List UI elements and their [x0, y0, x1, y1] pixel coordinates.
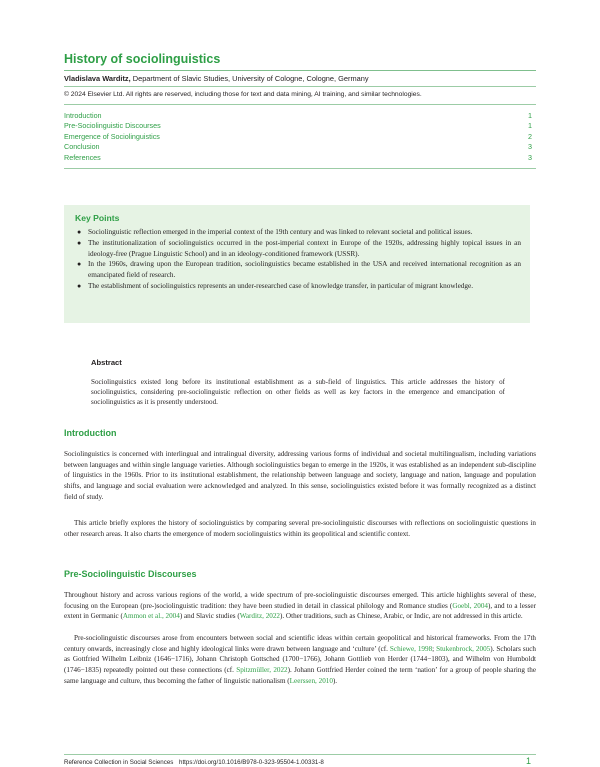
- pre-paragraph-1: [64, 590, 536, 622]
- citation-link[interactable]: Spitzmüller, 2022: [236, 666, 288, 675]
- toc-page[interactable]: 3: [528, 142, 532, 152]
- toc-page[interactable]: 3: [528, 152, 532, 162]
- bullet-icon: ●: [77, 228, 82, 236]
- pre-p2-text: ).: [332, 676, 338, 685]
- toc-page[interactable]: 1: [528, 111, 532, 120]
- article-title: History of sociolinguistics: [64, 52, 221, 66]
- footer-page-number: 1: [526, 756, 532, 766]
- toc-entry[interactable]: [64, 142, 536, 152]
- copyright-divider: [64, 104, 536, 105]
- citation-link[interactable]: Warditz, 2022: [239, 612, 280, 621]
- pre-paragraph-2: [64, 633, 536, 687]
- pre-p1-text: ), and to a lesser extent in Germanic (: [64, 601, 536, 621]
- toc-label[interactable]: Conclusion: [64, 142, 100, 152]
- intro-paragraph-2: This article briefly explores the history of sociolinguistics by comparing several pre-sociolinguistic discourses with reflections on sociolinguistic questions in other research areas. It also charts the emergence of modern sociolinguistics within its geopolitical and scientific context.: [64, 519, 536, 538]
- key-point-item: [75, 259, 521, 281]
- pre-p2-text: ). Johann Gottfried Herder coined the term ‘nation’ for a group of people sharing the same language and culture, thus becoming the father of linguistic nationalism (: [64, 666, 537, 685]
- toc-page[interactable]: 1: [528, 121, 532, 131]
- table-of-contents: [64, 111, 536, 163]
- title-divider: [64, 70, 536, 71]
- author-divider: [64, 86, 536, 87]
- key-points-box: [64, 205, 530, 323]
- key-points-list: [75, 227, 521, 292]
- abstract-text: Sociolinguistics existed long before its institutional establishment as a sub-field of linguistics. This article addresses the history of sociolinguistics, considering pre-sociolinguistic reflection on other fields as well as key factors in the emergence and emancipation of sociolinguistics as it is presently understood.: [91, 378, 505, 407]
- toc-label[interactable]: Pre-Sociolinguistic Discourses: [64, 121, 161, 131]
- pre-p2-text: ). Scholars such as Gottfried Wilhelm Leibniz (1646−1716), Johann Christoph Gottsched (1700−1766), Johann Gottlieb von Herder (1744−1803), and Wilhelm von Humboldt (1746−1835) repeatedly pointed out these connections (cf.: [64, 644, 536, 675]
- key-point-item: [75, 227, 521, 238]
- toc-entry[interactable]: [64, 111, 536, 121]
- pre-p2-text: Pre-sociolinguistic discourses arose from encounters between social and scientific ideas within certain geopolitical and historical frameworks. From the 17th century onwards, increasingly close and highly ideological links were drawn between language and ‘culture’ (cf.: [64, 634, 536, 653]
- key-point-item: [75, 281, 521, 292]
- citation-link[interactable]: Goebl, 2004: [452, 601, 488, 610]
- footer-divider: [64, 754, 536, 755]
- key-point-text: The establishment of sociolinguistics represents an under-researched case of knowledge transfer, in particular of migrant knowledge.: [88, 281, 474, 290]
- author-line: [64, 74, 369, 83]
- pre-p1-text: ) and Slavic studies (: [179, 612, 240, 621]
- copyright-notice: © 2024 Elsevier Ltd. All rights are reserved, including those for text and data mining, AI training, and similar technologies.: [64, 91, 422, 98]
- key-point-text: In the 1960s, drawing upon the European tradition, sociolinguistics became established in the USA and received international recognition as an emancipated field of research.: [88, 260, 521, 280]
- toc-label[interactable]: Introduction: [64, 111, 102, 120]
- intro-paragraph-1: Sociolinguistics is concerned with interlingual and intralingual diversity, addressing various forms of individual and societal multilingualism, including variations between languages and within single language varieties. Although sociolinguistics began to emerge in the 1920s, it was established as an independent sub-discipline of linguistics in the 1960s. Prior to its institutional establishment, the relationship between language and society, language and nation, language and population shifts, and language and social evaluation were acknowledged and analyzed. In this sense, sociolinguistics existed before it was formally recognized as a distinct field of study.: [64, 450, 536, 501]
- key-point-text: The institutionalization of sociolinguistics occurred in the post-imperial context in Europe of the 1920s, addressing highly topical issues in an ideology-free (Prague Linguistic School) and in an ideology-conditioned framework (USSR).: [88, 238, 521, 258]
- author-name: Vladislava Warditz,: [64, 74, 131, 83]
- pre-p1-text: ). Other traditions, such as Chinese, Arabic, or Indic, are not addressed in this article.: [279, 612, 523, 621]
- author-affiliation: Department of Slavic Studies, University of Cologne, Cologne, Germany: [130, 74, 369, 83]
- key-points-heading: Key Points: [75, 213, 120, 223]
- footer-journal: Reference Collection in Social Sciences: [64, 759, 174, 766]
- toc-label[interactable]: Emergence of Sociolinguistics: [64, 131, 160, 141]
- bullet-icon: ●: [77, 281, 82, 290]
- section-heading-pre-sociolinguistic: Pre-Sociolinguistic Discourses: [64, 569, 197, 579]
- citation-link[interactable]: Leerssen, 2010: [289, 676, 333, 685]
- bullet-icon: ●: [77, 260, 82, 269]
- citation-link[interactable]: Stukenbrock, 2005: [436, 644, 491, 653]
- citation-link[interactable]: Schiewe, 1998: [389, 644, 433, 653]
- toc-entry[interactable]: [64, 121, 536, 131]
- citation-link[interactable]: Ammon et al., 2004: [122, 612, 180, 621]
- key-point-item: [75, 238, 521, 260]
- abstract-heading: Abstract: [91, 358, 122, 367]
- footer-doi-link[interactable]: https://doi.org/10.1016/B978-0-323-95504-1.00331-8: [179, 759, 324, 766]
- toc-entry[interactable]: [64, 132, 536, 142]
- key-point-text: Sociolinguistic reflection emerged in the imperial context of the 19th century and was linked to relevant societal and political issues.: [88, 228, 473, 236]
- pre-p1-text: Throughout history and across various regions of the world, a wide spectrum of pre-sociolinguistic discourses emerged. This article highlights several of these, focusing on the European (pre-)sociolinguistic tradition: they have been studied in detail in classical philology and Romance studies (: [64, 591, 536, 610]
- bullet-icon: ●: [77, 238, 82, 247]
- toc-divider: [64, 168, 536, 169]
- toc-entry[interactable]: [64, 153, 536, 163]
- toc-label[interactable]: References: [64, 152, 101, 162]
- pre-p2-text: ;: [432, 644, 437, 653]
- section-heading-introduction: Introduction: [64, 428, 117, 438]
- toc-page[interactable]: 2: [528, 131, 532, 141]
